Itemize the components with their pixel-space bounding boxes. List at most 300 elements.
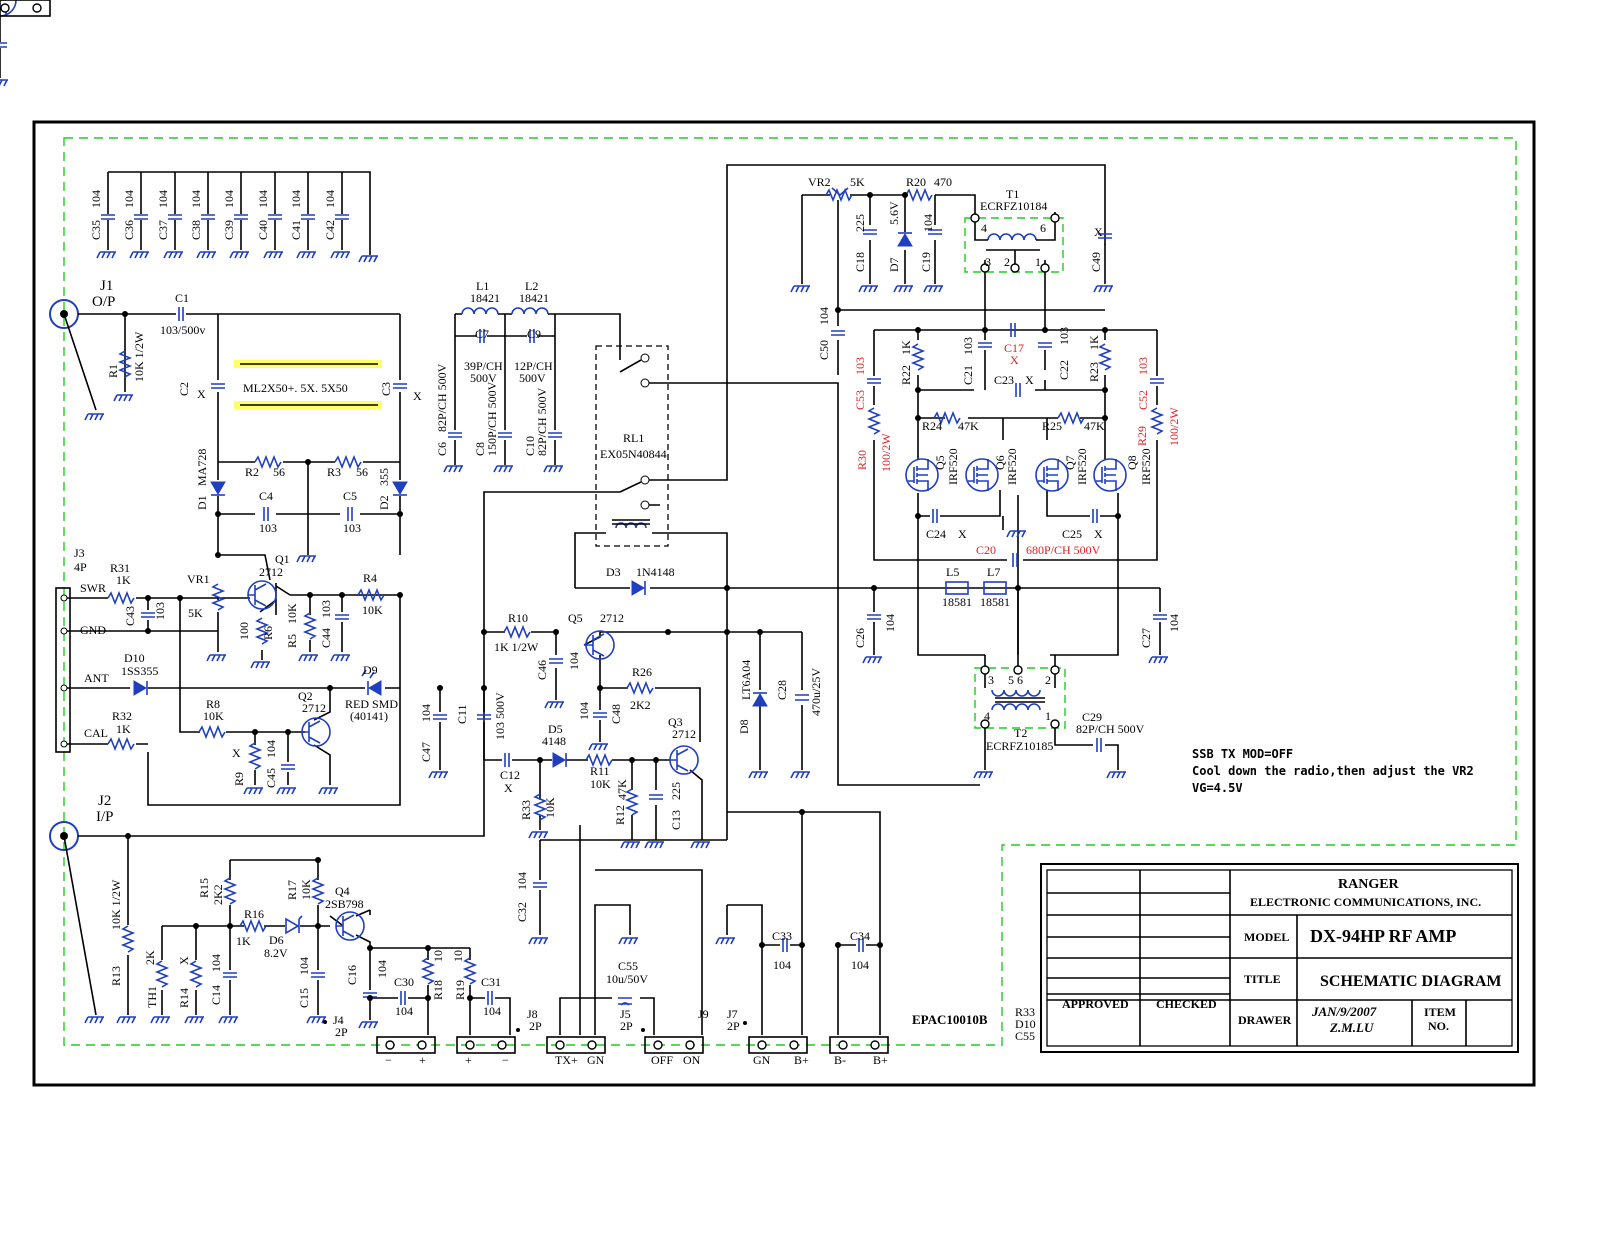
svg-text:C8: C8: [473, 441, 487, 456]
svg-text:104: 104: [483, 1004, 501, 1018]
svg-text:ECRFZ10184: ECRFZ10184: [980, 199, 1048, 213]
svg-text:X: X: [197, 387, 206, 401]
svg-text:103: 103: [153, 602, 167, 620]
svg-text:10: 10: [431, 950, 445, 962]
svg-text:2712: 2712: [302, 701, 326, 715]
svg-text:R8: R8: [206, 697, 221, 711]
svg-text:C10: C10: [523, 435, 537, 456]
svg-text:JAN/9/2007: JAN/9/2007: [1312, 1004, 1377, 1019]
svg-text:R4: R4: [363, 571, 378, 585]
svg-text:Q4: Q4: [335, 884, 350, 898]
svg-text:C44: C44: [319, 627, 333, 648]
svg-text:104: 104: [89, 190, 103, 208]
svg-text:18581: 18581: [942, 595, 972, 609]
svg-text:4: 4: [981, 221, 987, 235]
svg-text:ON: ON: [683, 1053, 701, 1067]
svg-text:X: X: [1025, 373, 1034, 387]
svg-text:APPROVED: APPROVED: [1062, 997, 1129, 1011]
svg-text:C27: C27: [1139, 627, 1153, 648]
svg-text:104: 104: [323, 190, 337, 208]
bottom-bias-section: [143, 840, 548, 1035]
svg-text:1K: 1K: [116, 722, 131, 736]
svg-text:C55: C55: [618, 959, 639, 973]
svg-text:47K: 47K: [615, 779, 629, 800]
svg-text:3: 3: [985, 255, 991, 269]
svg-text:82P/CH 500V: 82P/CH 500V: [535, 387, 549, 456]
svg-text:Q5: Q5: [568, 611, 583, 625]
svg-text:J8: J8: [527, 1007, 538, 1021]
svg-text:Q3: Q3: [668, 715, 683, 729]
svg-text:104: 104: [773, 958, 791, 972]
svg-text:103: 103: [853, 357, 867, 375]
svg-text:104: 104: [256, 190, 270, 208]
svg-text:4148: 4148: [542, 734, 566, 748]
svg-text:IRF520: IRF520: [946, 448, 960, 485]
svg-text:C22: C22: [1057, 359, 1071, 380]
svg-text:L1: L1: [476, 279, 490, 293]
document-ids: [912, 1005, 1036, 1043]
svg-text:C6: C6: [435, 441, 449, 456]
svg-text:R10: R10: [508, 611, 529, 625]
svg-text:2P: 2P: [727, 1019, 740, 1033]
svg-text:R11: R11: [590, 764, 610, 778]
svg-text:VR1: VR1: [187, 572, 210, 586]
svg-text:C14: C14: [209, 984, 223, 1005]
svg-text:C35: C35: [89, 219, 103, 240]
svg-text:104: 104: [577, 702, 591, 720]
svg-text:Q1: Q1: [275, 552, 290, 566]
svg-text:C46: C46: [535, 659, 549, 680]
svg-text:C36: C36: [122, 219, 136, 240]
svg-text:104: 104: [851, 958, 869, 972]
svg-text:R15: R15: [197, 877, 211, 898]
rf-detector: [195, 449, 407, 562]
svg-text:104: 104: [297, 957, 311, 975]
svg-text:R12: R12: [613, 804, 627, 825]
svg-text:1K 1/2W: 1K 1/2W: [494, 640, 539, 654]
svg-text:D10: D10: [1015, 1017, 1036, 1031]
svg-text:10u/50V: 10u/50V: [606, 972, 648, 986]
svg-text:DX-94HP RF AMP: DX-94HP RF AMP: [1310, 926, 1457, 946]
svg-text:J5: J5: [620, 1007, 631, 1021]
svg-text:56: 56: [356, 465, 368, 479]
title-block: [1041, 864, 1518, 1052]
svg-text:C26: C26: [853, 627, 867, 648]
svg-text:EPAC10010B: EPAC10010B: [912, 1012, 988, 1027]
svg-text:ECRFZ10185: ECRFZ10185: [986, 739, 1054, 753]
svg-text:5K: 5K: [850, 175, 865, 189]
svg-text:5K: 5K: [188, 606, 203, 620]
svg-text:C20: C20: [976, 543, 997, 557]
svg-text:VG=4.5V: VG=4.5V: [1192, 781, 1243, 795]
svg-text:56: 56: [273, 465, 285, 479]
svg-text:R22: R22: [899, 364, 913, 385]
svg-text:470u/25V: 470u/25V: [809, 668, 823, 716]
svg-text:ELECTRONIC COMMUNICATIONS, INC: ELECTRONIC COMMUNICATIONS, INC.: [1250, 895, 1482, 909]
low-pass-filter: [435, 279, 620, 472]
svg-text:104: 104: [156, 190, 170, 208]
svg-text:C52: C52: [1136, 389, 1150, 410]
svg-text:R33: R33: [519, 799, 533, 820]
svg-text:2712: 2712: [600, 611, 624, 625]
svg-text:I/P: I/P: [96, 809, 114, 825]
svg-text:47K: 47K: [958, 419, 979, 433]
svg-text:2K2: 2K2: [630, 698, 651, 712]
svg-text:2712: 2712: [259, 565, 283, 579]
svg-text:MODEL: MODEL: [1244, 930, 1290, 944]
svg-text:C13: C13: [669, 809, 683, 830]
coupler-highlight: [177, 314, 422, 470]
svg-text:D1: D1: [195, 495, 209, 510]
svg-text:C29: C29: [1082, 710, 1103, 724]
svg-text:10K: 10K: [203, 709, 224, 723]
svg-text:R19: R19: [453, 979, 467, 1000]
svg-text:R5: R5: [285, 633, 299, 648]
svg-text:C28: C28: [775, 679, 789, 700]
svg-text:104: 104: [395, 1004, 413, 1018]
svg-text:C33: C33: [772, 929, 793, 943]
svg-text:C48: C48: [609, 703, 623, 724]
svg-text:IRF520: IRF520: [1075, 448, 1089, 485]
j2-input-connector: [50, 760, 484, 1023]
svg-text:1: 1: [1045, 709, 1051, 723]
svg-text:X: X: [504, 781, 513, 795]
svg-text:6: 6: [1040, 221, 1046, 235]
svg-text:VR2: VR2: [808, 175, 831, 189]
svg-text:10K 1/2W: 10K 1/2W: [132, 331, 146, 382]
svg-text:L2: L2: [525, 279, 539, 293]
svg-text:10: 10: [451, 950, 465, 962]
svg-text:104: 104: [1167, 614, 1181, 632]
svg-text:104: 104: [189, 190, 203, 208]
svg-text:C34: C34: [850, 929, 871, 943]
svg-text:C24: C24: [926, 527, 947, 541]
svg-text:500V: 500V: [519, 371, 546, 385]
svg-text:5.6V: 5.6V: [887, 201, 901, 225]
svg-text:TX+: TX+: [555, 1053, 578, 1067]
keying-section: [419, 565, 1160, 848]
svg-text:NO.: NO.: [1428, 1019, 1449, 1033]
svg-text:104: 104: [264, 740, 278, 758]
svg-text:OFF: OFF: [651, 1053, 674, 1067]
svg-text:RL1: RL1: [623, 431, 645, 445]
j1-output-connector: [50, 278, 400, 420]
svg-text:L7: L7: [987, 565, 1001, 579]
svg-text:C55: C55: [1015, 1029, 1036, 1043]
svg-text:D8: D8: [737, 719, 751, 734]
svg-text:10K: 10K: [543, 797, 557, 818]
svg-text:X: X: [413, 389, 422, 403]
svg-text:2K2: 2K2: [211, 884, 225, 905]
svg-text:EX05N40844: EX05N40844: [600, 447, 667, 461]
svg-text:+: +: [465, 1053, 472, 1067]
svg-text:MA728: MA728: [195, 448, 209, 486]
svg-text:X: X: [177, 956, 191, 965]
svg-text:103: 103: [1057, 327, 1071, 345]
svg-text:IRF520: IRF520: [1005, 448, 1019, 485]
svg-text:1K: 1K: [236, 934, 251, 948]
svg-text:ITEM: ITEM: [1424, 1005, 1457, 1019]
svg-text:104: 104: [222, 190, 236, 208]
svg-text:RED SMD: RED SMD: [345, 697, 399, 711]
svg-text:D2: D2: [377, 495, 391, 510]
svg-text:B+: B+: [794, 1053, 809, 1067]
svg-text:GND: GND: [80, 623, 106, 637]
svg-text:2: 2: [1004, 255, 1010, 269]
svg-text:C23: C23: [994, 373, 1015, 387]
svg-text:C5: C5: [343, 489, 358, 503]
svg-text:82P/CH 500V: 82P/CH 500V: [435, 363, 449, 432]
svg-text:D6: D6: [269, 933, 284, 947]
svg-text:2SB798: 2SB798: [325, 897, 364, 911]
svg-text:470: 470: [934, 175, 952, 189]
svg-text:TH1: TH1: [145, 986, 159, 1008]
svg-text:C2: C2: [177, 381, 191, 396]
svg-text:C39: C39: [222, 219, 236, 240]
svg-text:225: 225: [669, 782, 683, 800]
svg-text:DRAWER: DRAWER: [1238, 1013, 1292, 1027]
svg-text:104: 104: [289, 190, 303, 208]
svg-text:CAL: CAL: [84, 726, 108, 740]
svg-text:(40141): (40141): [350, 709, 388, 723]
svg-text:X: X: [232, 746, 241, 760]
svg-text:GN: GN: [753, 1053, 771, 1067]
svg-text:10K: 10K: [590, 777, 611, 791]
svg-text:R32: R32: [112, 709, 133, 723]
svg-text:C41: C41: [289, 219, 303, 240]
svg-text:3: 3: [988, 673, 994, 687]
svg-text:J1: J1: [100, 278, 114, 294]
svg-text:R13: R13: [109, 965, 123, 986]
svg-text:D5: D5: [548, 722, 563, 736]
svg-text:J7: J7: [727, 1007, 738, 1021]
svg-text:D10: D10: [124, 651, 145, 665]
svg-text:103: 103: [1136, 357, 1150, 375]
svg-text:C7: C7: [475, 327, 490, 341]
svg-text:B+: B+: [873, 1053, 888, 1067]
svg-text:J9: J9: [698, 1007, 709, 1021]
svg-text:−: −: [385, 1053, 392, 1067]
svg-text:Cool down the radio,then adjus: Cool down the radio,then adjust the VR2: [1192, 764, 1474, 778]
svg-text:104: 104: [375, 960, 389, 978]
svg-text:C19: C19: [919, 251, 933, 272]
svg-text:10K: 10K: [299, 879, 313, 900]
svg-text:R20: R20: [906, 175, 927, 189]
svg-text:R24: R24: [922, 419, 943, 433]
svg-text:12P/CH: 12P/CH: [514, 359, 553, 373]
svg-text:100/2W: 100/2W: [1167, 407, 1181, 446]
svg-text:104: 104: [921, 214, 935, 232]
svg-text:R2: R2: [245, 465, 260, 479]
svg-text:L5: L5: [946, 565, 960, 579]
svg-text:C37: C37: [156, 219, 170, 240]
svg-text:C1: C1: [175, 291, 190, 305]
svg-text:RANGER: RANGER: [1338, 877, 1399, 892]
svg-text:D9: D9: [363, 663, 378, 677]
svg-text:1: 1: [1035, 255, 1041, 269]
svg-text:R23: R23: [1087, 361, 1101, 382]
svg-text:4: 4: [984, 709, 990, 723]
svg-text:R30: R30: [855, 449, 869, 470]
svg-text:TITLE: TITLE: [1244, 972, 1281, 986]
svg-text:C50: C50: [817, 339, 831, 360]
svg-text:C38: C38: [189, 219, 203, 240]
svg-text:D3: D3: [606, 565, 621, 579]
svg-text:IRF520: IRF520: [1139, 448, 1153, 485]
svg-text:C47: C47: [419, 741, 433, 762]
svg-text:T2: T2: [1014, 726, 1028, 740]
svg-text:R1: R1: [106, 363, 120, 378]
swr-section: [67, 552, 403, 805]
svg-text:+: +: [419, 1053, 426, 1067]
svg-text:1K: 1K: [1087, 335, 1101, 350]
svg-text:225: 225: [853, 214, 867, 232]
svg-text:500V: 500V: [470, 371, 497, 385]
svg-text:C45: C45: [264, 767, 278, 788]
svg-text:R33: R33: [1015, 1005, 1036, 1019]
svg-text:C17: C17: [1004, 341, 1025, 355]
svg-text:C4: C4: [259, 489, 274, 503]
svg-text:C42: C42: [323, 219, 337, 240]
svg-text:2K: 2K: [143, 950, 157, 965]
svg-text:104: 104: [515, 872, 529, 890]
svg-text:R16: R16: [244, 907, 265, 921]
output-network: [853, 565, 1181, 778]
svg-text:47K: 47K: [1084, 419, 1105, 433]
ant-cal-section: [67, 595, 400, 794]
svg-text:104: 104: [122, 190, 136, 208]
svg-text:104: 104: [209, 954, 223, 972]
svg-text:R18: R18: [431, 979, 445, 1000]
svg-text:X: X: [958, 527, 967, 541]
svg-text:R17: R17: [285, 879, 299, 900]
svg-text:Q6: Q6: [993, 455, 1007, 470]
svg-text:R6: R6: [261, 625, 275, 640]
svg-text:C25: C25: [1062, 527, 1083, 541]
svg-text:10K: 10K: [285, 603, 299, 624]
svg-text:R26: R26: [632, 665, 653, 679]
svg-text:680P/CH 500V: 680P/CH 500V: [1026, 543, 1101, 557]
svg-text:R14: R14: [177, 987, 191, 1008]
svg-text:C12: C12: [500, 768, 521, 782]
svg-text:104: 104: [817, 307, 831, 325]
svg-text:−: −: [502, 1053, 509, 1067]
svg-text:J2: J2: [98, 793, 112, 809]
svg-text:103: 103: [259, 521, 277, 535]
svg-text:Z.M.LU: Z.M.LU: [1330, 1020, 1374, 1035]
svg-text:1K: 1K: [899, 340, 913, 355]
svg-text:4P: 4P: [74, 560, 87, 574]
svg-text:2: 2: [1045, 673, 1051, 687]
svg-text:1N4148: 1N4148: [636, 565, 675, 579]
svg-text:LT6A04: LT6A04: [739, 659, 753, 700]
svg-text:104: 104: [567, 652, 581, 670]
svg-text:X: X: [1094, 527, 1103, 541]
svg-text:100: 100: [237, 622, 251, 640]
svg-text:Q2: Q2: [298, 689, 313, 703]
svg-text:R9: R9: [232, 771, 246, 786]
svg-text:SWR: SWR: [80, 581, 107, 595]
svg-text:R25: R25: [1042, 419, 1063, 433]
svg-text:10K 1/2W: 10K 1/2W: [109, 879, 123, 930]
svg-text:104: 104: [883, 614, 897, 632]
svg-text:5 6: 5 6: [1008, 673, 1023, 687]
svg-text:39P/CH: 39P/CH: [464, 359, 503, 373]
svg-text:C40: C40: [256, 219, 270, 240]
svg-text:C16: C16: [345, 964, 359, 985]
svg-text:103: 103: [961, 337, 975, 355]
svg-text:8.2V: 8.2V: [264, 946, 288, 960]
svg-text:82P/CH 500V: 82P/CH 500V: [1076, 722, 1145, 736]
svg-text:Q7: Q7: [1063, 455, 1077, 470]
svg-text:J3: J3: [74, 546, 85, 560]
svg-text:D7: D7: [887, 257, 901, 272]
svg-text:GN: GN: [587, 1053, 605, 1067]
svg-text:C9: C9: [527, 327, 542, 341]
svg-text:1K: 1K: [116, 573, 131, 587]
svg-text:C32: C32: [515, 901, 529, 922]
svg-text:CHECKED: CHECKED: [1156, 997, 1217, 1011]
svg-text:Q8: Q8: [1125, 455, 1139, 470]
svg-text:150P/CH 500V: 150P/CH 500V: [485, 381, 499, 456]
svg-text:103 500V: 103 500V: [493, 692, 507, 740]
svg-text:X: X: [1010, 353, 1019, 367]
svg-text:C43: C43: [123, 605, 137, 626]
svg-text:355: 355: [377, 468, 391, 486]
svg-text:2P: 2P: [529, 1019, 542, 1033]
svg-text:R29: R29: [1135, 425, 1149, 446]
svg-text:C21: C21: [961, 364, 975, 385]
bottom-power-section: [540, 809, 883, 1035]
svg-text:10K: 10K: [362, 603, 383, 617]
svg-text:B-: B-: [834, 1053, 846, 1067]
svg-text:C31: C31: [481, 975, 502, 989]
svg-text:C53: C53: [853, 389, 867, 410]
svg-text:T1: T1: [1006, 187, 1020, 201]
svg-text:C30: C30: [394, 975, 415, 989]
adjustment-notes: [1192, 747, 1474, 795]
svg-text:SCHEMATIC DIAGRAM: SCHEMATIC DIAGRAM: [1320, 973, 1502, 990]
svg-text:103/500v: 103/500v: [160, 323, 206, 337]
svg-text:J4: J4: [333, 1013, 344, 1027]
svg-text:C15: C15: [297, 987, 311, 1008]
svg-text:2712: 2712: [672, 727, 696, 741]
svg-text:104: 104: [419, 704, 433, 722]
svg-text:C18: C18: [853, 251, 867, 272]
svg-text:ML2X50+. 5X. 5X50: ML2X50+. 5X. 5X50: [243, 381, 348, 395]
svg-text:ANT: ANT: [84, 671, 109, 685]
svg-text:C11: C11: [455, 704, 469, 724]
svg-text:R31: R31: [110, 561, 131, 575]
svg-text:O/P: O/P: [92, 294, 116, 310]
svg-text:C3: C3: [379, 381, 393, 396]
svg-text:18421: 18421: [519, 291, 549, 305]
svg-text:2P: 2P: [620, 1019, 633, 1033]
svg-text:Q5: Q5: [933, 455, 947, 470]
svg-text:2P: 2P: [335, 1025, 348, 1039]
svg-text:103: 103: [319, 600, 333, 618]
svg-text:1SS355: 1SS355: [121, 664, 159, 678]
svg-text:18421: 18421: [470, 291, 500, 305]
svg-text:SSB TX MOD=OFF: SSB TX MOD=OFF: [1192, 747, 1294, 761]
svg-text:18581: 18581: [980, 595, 1010, 609]
svg-text:C49: C49: [1089, 251, 1103, 272]
terminal-blocks: [0, 0, 888, 1067]
svg-text:100/2W: 100/2W: [879, 433, 893, 472]
svg-text:103: 103: [343, 521, 361, 535]
svg-text:R3: R3: [327, 465, 342, 479]
svg-text:X: X: [1094, 225, 1103, 239]
